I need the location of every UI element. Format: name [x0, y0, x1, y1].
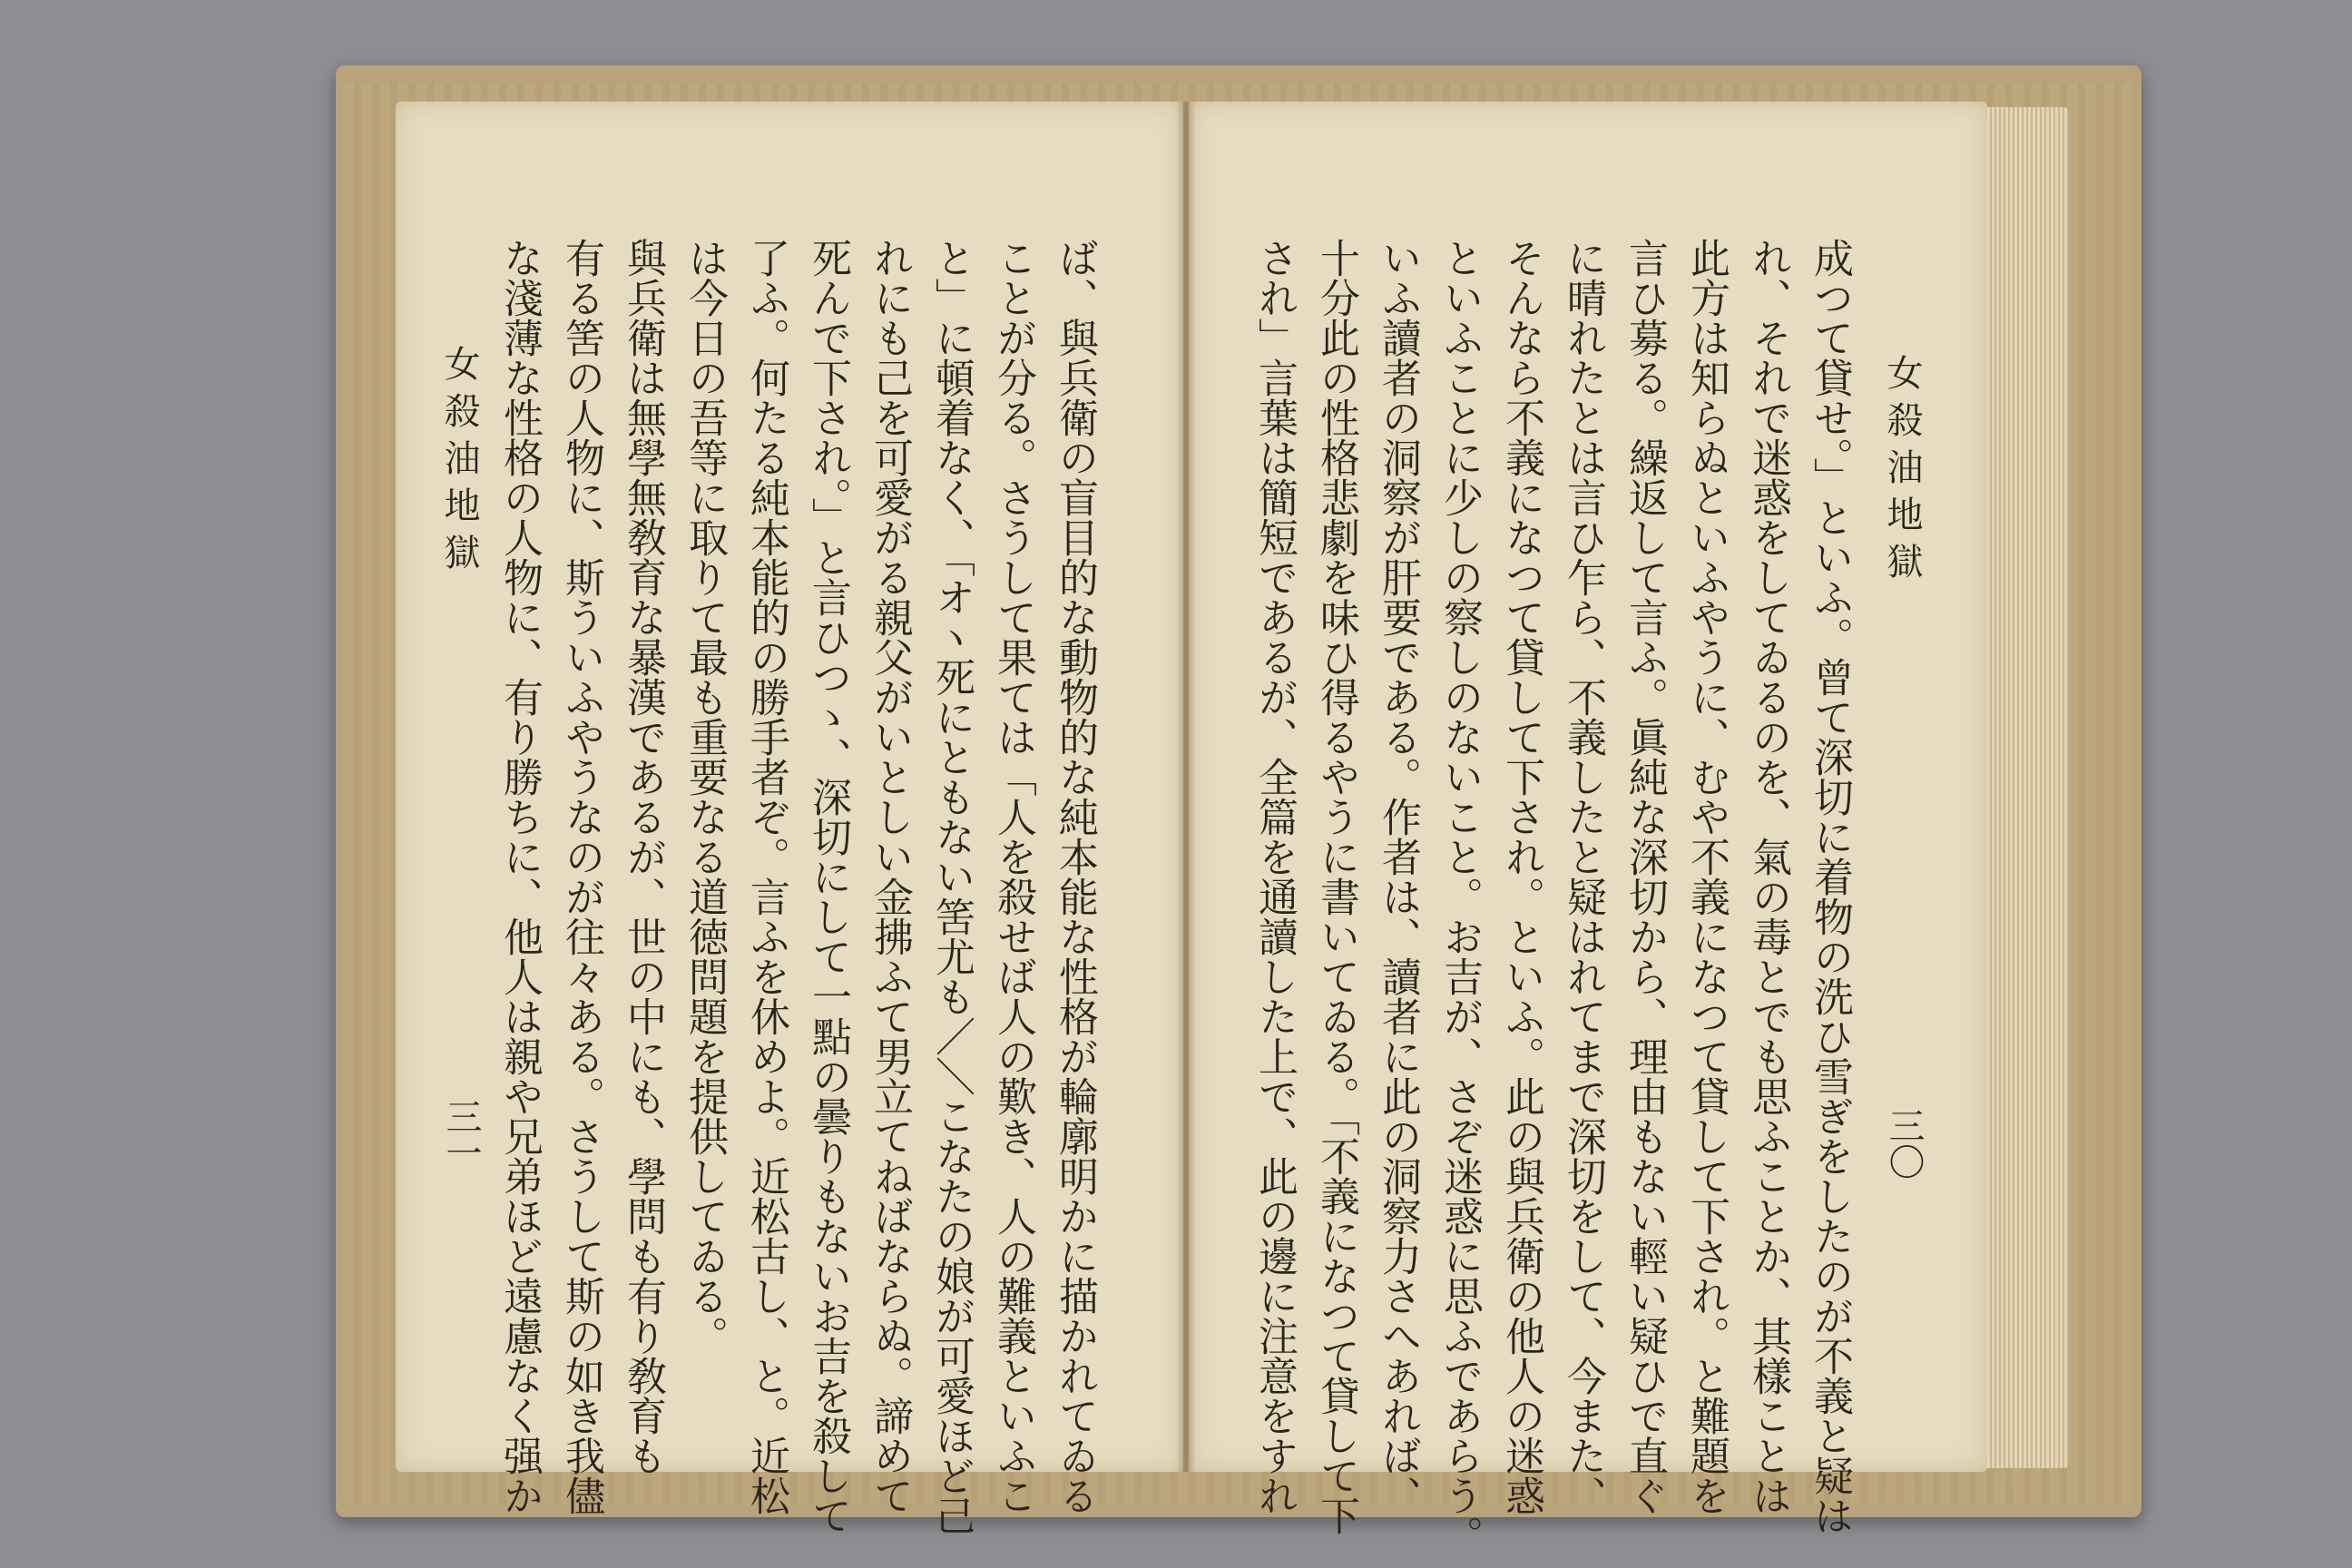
page-edges [1987, 107, 2069, 1468]
book-gutter [1176, 102, 1196, 1472]
right-folio: 三〇 [1883, 1107, 1925, 1180]
left-line: と」に頓着なく、「オヽ死にともない筈尤も／＼こなたの娘が可愛ほど己 [928, 238, 975, 1535]
right-line: といふことに少しの察しのないこと。お吉が、さぞ迷惑に思ふであらう。 [1436, 238, 1483, 1555]
left-line: れにも己を可愛がる親父がいとしい金拂ふて男立てねばならぬ。諦めて [867, 238, 913, 1515]
right-line: 此方は知らぬといふやうに、むや不義になつて貸して下され。と難題を [1683, 238, 1730, 1515]
left-running-head: 女殺油地獄 [438, 345, 480, 581]
right-running-head: 女殺油地獄 [1881, 354, 1923, 590]
left-line: な淺薄な性格の人物に、有り勝ちに、他人は親や兄弟ほど遠慮なく强か [496, 238, 543, 1515]
left-folio: 三一 [440, 1098, 482, 1171]
left-line: 與兵衛は無學無敎育な暴漢であるが、世の中にも、學問も有り敎育も [620, 238, 666, 1475]
right-line: そんなら不義になつて貸して下され。といふ。此の與兵衛の他人の迷惑 [1498, 238, 1544, 1515]
left-line: 了ふ。何たる純本能的の勝手者ぞ。言ふを休めよ。近松古し、と。近松 [743, 238, 789, 1515]
right-line: され」言葉は簡短であるが、全篇を通讀した上で、此の邊に注意をすれ [1251, 238, 1298, 1515]
right-line: 言ひ募る。繰返して言ふ。眞純な深切から、理由もない輕い疑ひで直ぐ [1622, 238, 1668, 1515]
right-line: いふ讀者の洞察が肝要である。作者は、讀者に此の洞察力さへあれば、 [1375, 238, 1421, 1515]
left-line: ことが分る。さうして果ては「人を殺せば人の歎き、人の難義といふこ [990, 238, 1036, 1515]
left-line: は今日の吾等に取りて最も重要なる道徳問題を提供してゐる。 [681, 238, 728, 1356]
right-line: れ、それで迷惑をしてゐるのを、氣の毒とでも思ふことか、其樣ことは [1745, 238, 1791, 1515]
right-line: 成つて貸せ。」といふ。曾て深切に着物の洗ひ雪ぎをしたのが不義と疑は [1807, 238, 1853, 1535]
left-line: 死んで下され。」と言ひつゝ、深切にして一點の曇りもないお吉を殺して [805, 238, 851, 1535]
right-line: 十分此の性格悲劇を味ひ得るやうに書いてゐる。「不義になつて貸して下 [1313, 238, 1359, 1535]
left-line: 有る筈の人物に、斯ういふやうなのが往々ある。さうして斯の如き我儘 [558, 238, 604, 1515]
left-line: ば、與兵衛の盲目的な動物的な純本能な性格が輪廓明かに描かれてゐる [1052, 238, 1098, 1515]
right-line: に晴れたとは言ひ乍ら、不義したと疑はれてまで深切をして、今また、 [1560, 238, 1606, 1515]
